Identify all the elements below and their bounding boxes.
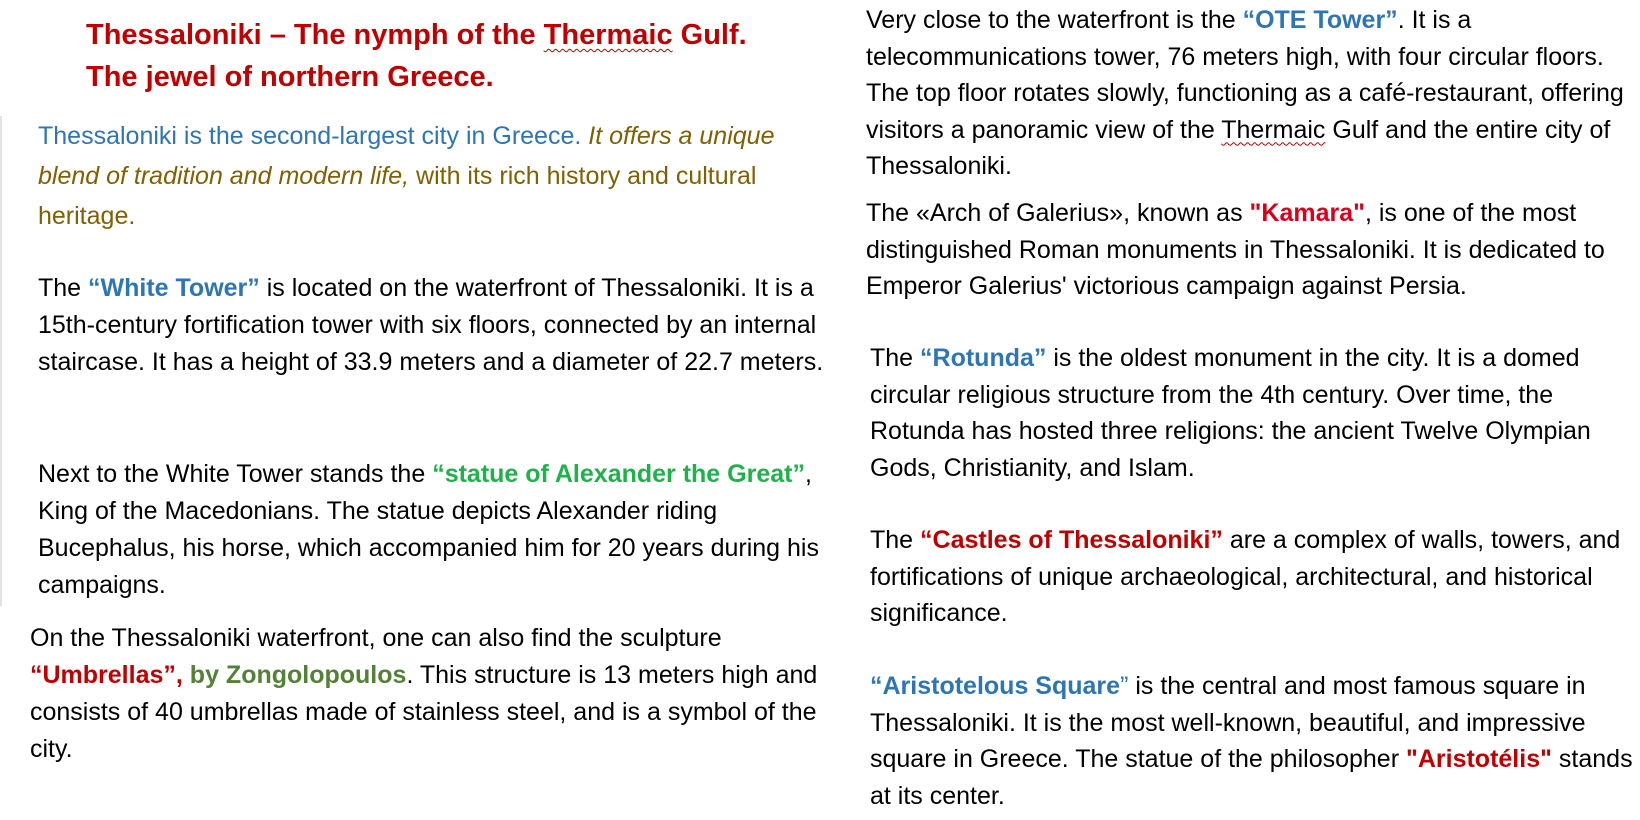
rotunda-paragraph: [870, 340, 1640, 486]
rotunda-body: is the oldest monument in the city. It is a domed circular religious structure from the 4th century. Over time, the Rotunda has hosted three religions: the ancient Twelve Olympian Gods, Christianity, and Islam.: [870, 344, 1591, 482]
umbrellas-name: “Umbrellas”,: [30, 661, 183, 689]
title-line2: The jewel of northern Greece.: [86, 61, 494, 93]
kamara-pre: The «Arch of Galerius», known as: [866, 199, 1250, 227]
intro-olive-text: with its rich history and cultural heritage.: [38, 162, 757, 230]
umbrellas-paragraph: [30, 620, 830, 768]
square-philosopher: "Aristotélis": [1406, 745, 1552, 773]
rotunda-name: “Rotunda”: [920, 344, 1047, 372]
title-line1-end: Gulf.: [672, 19, 747, 51]
intro-paragraph: [38, 116, 828, 236]
ote-body1: . It is a telecommunications tower, 76 meters high, with four circular floors. The top floor rotates slowly, functioning as a café-restaurant, offering visitors a panoramic view of the: [866, 6, 1624, 144]
white-tower-paragraph: [38, 270, 828, 381]
castles-name: “Castles of Thessaloniki”: [920, 526, 1223, 554]
umbrellas-space: [183, 661, 190, 689]
square-body1: is the central and most famous square in Thessaloniki. It is the most well-known, beautiful, and impressive square in Greece. The statue of the philosopher: [870, 672, 1586, 773]
castles-body: are a complex of walls, towers, and fortifications of unique archaeological, architectural, and historical significance.: [870, 526, 1621, 627]
umbrellas-artist: by Zongolopoulos: [189, 661, 407, 689]
title-thermaic-word: Thermaic: [543, 19, 673, 51]
rotunda-pre: The: [870, 344, 921, 372]
ote-pre: Very close to the waterfront is the: [866, 6, 1243, 34]
intro-italic-text: It offers a unique blend of tradition and modern life,: [38, 122, 775, 190]
umbrellas-pre: On the Thessaloniki waterfront, one can also find the sculpture: [30, 624, 722, 652]
castles-pre: The: [870, 526, 921, 554]
ote-paragraph: [866, 2, 1638, 185]
alexander-paragraph: [38, 456, 828, 604]
white-tower-body: is located on the waterfront of Thessaloniki. It is a 15th-century fortification tower with six floors, connected by an internal staircase. It has a height of 33.9 meters and a diameter of 22.7 meters.: [38, 274, 824, 376]
square-body2: stands at its center.: [870, 745, 1633, 810]
ote-body2: Gulf and the entire city of Thessaloniki.: [866, 115, 1611, 180]
alexander-pre: Next to the White Tower stands the: [38, 460, 433, 488]
alexander-body: , King of the Macedonians. The statue depicts Alexander riding Bucephalus, his horse, which accompanied him for 20 years during his campaigns.: [38, 460, 819, 599]
left-margin-rule: [0, 116, 2, 606]
kamara-body: , is one of the most distinguished Roman monuments in Thessaloniki. It is dedicated to Emperor Galerius' victorious campaign against Persia.: [866, 199, 1605, 300]
title-line1: Thessaloniki – The nymph of the: [86, 19, 544, 51]
kamara-paragraph: [866, 195, 1638, 305]
white-tower-name: “White Tower”: [88, 274, 260, 302]
document-title: [86, 14, 747, 98]
ote-thermaic-word: Thermaic: [1221, 115, 1326, 144]
umbrellas-body: . This structure is 13 meters high and consists of 40 umbrellas made of stainless steel, and is a symbol of the city.: [30, 661, 818, 763]
square-paragraph: [870, 668, 1640, 814]
intro-blue-text: Thessaloniki is the second-largest city in Greece.: [38, 122, 589, 150]
kamara-name: "Kamara": [1249, 199, 1365, 227]
square-close-quote: ”: [1120, 672, 1129, 700]
white-tower-pre: The: [38, 274, 89, 302]
castles-paragraph: [870, 522, 1640, 632]
square-name: “Aristotelous Square: [870, 672, 1121, 700]
ote-name: “OTE Tower”: [1242, 6, 1398, 34]
alexander-name: “statue of Alexander the Great”: [432, 460, 805, 488]
